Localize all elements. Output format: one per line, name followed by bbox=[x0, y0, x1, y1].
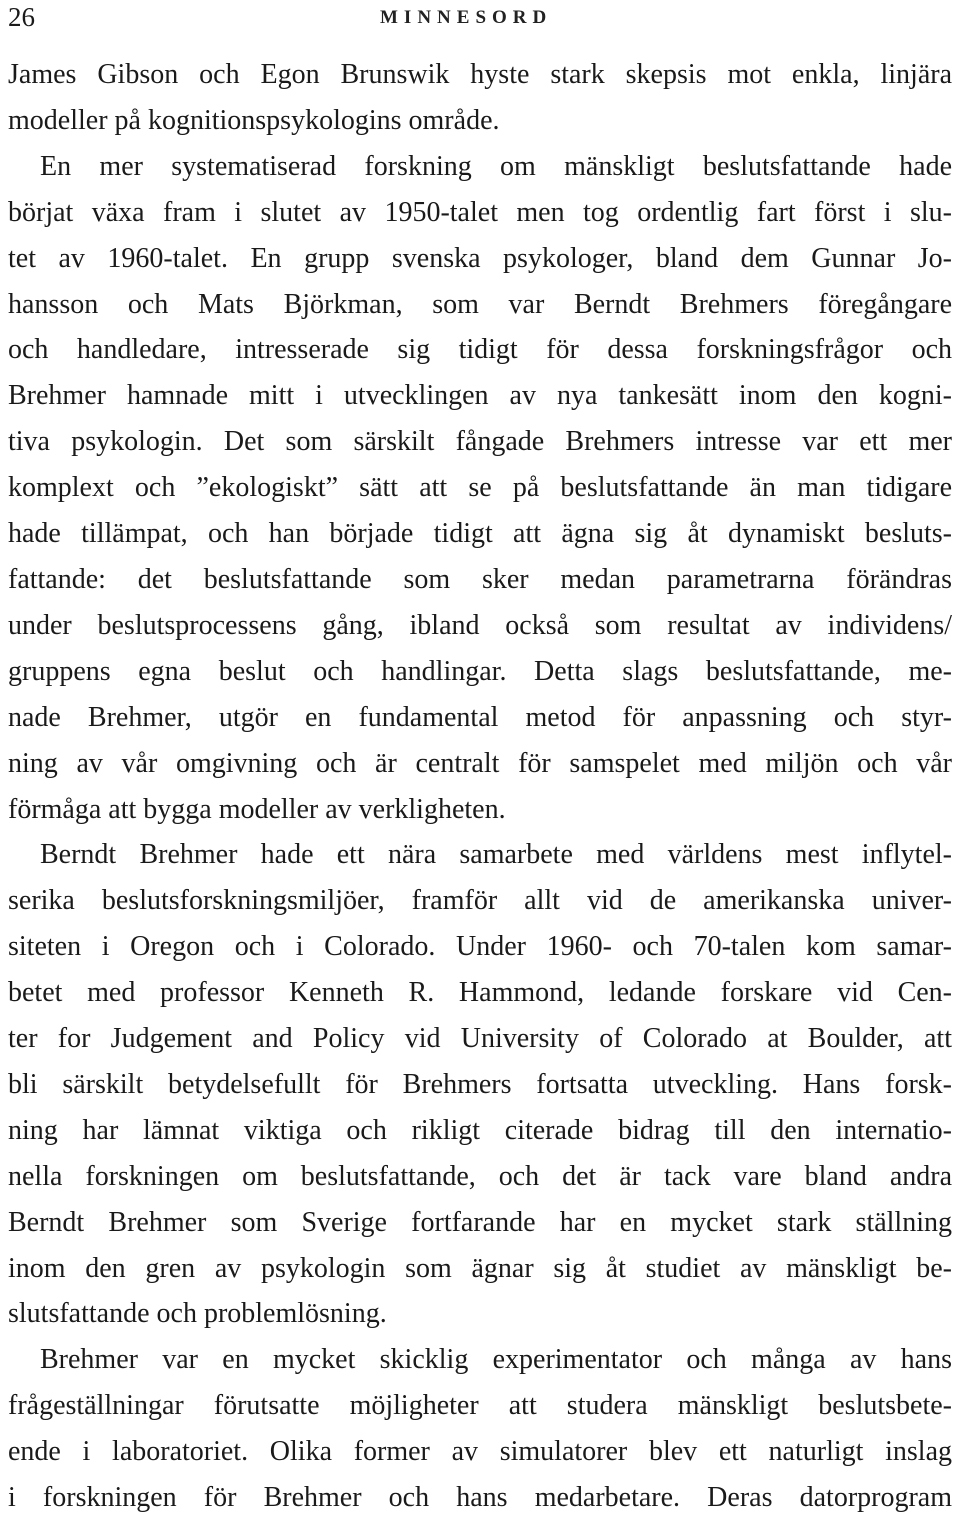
text-line: modeller på kognitionspsykologins område. bbox=[8, 104, 500, 136]
running-head bbox=[8, 0, 952, 34]
text-line: inom den gren av psykologin som ägnar sig åt studiet av mänskligt be- bbox=[8, 1252, 952, 1284]
text-line: komplext och ”ekologiskt” sätt att se på beslutsfattande än man tidigare bbox=[8, 472, 952, 504]
text-line: tet av 1960-talet. En grupp svenska psykologer, bland dem Gunnar Jo- bbox=[8, 242, 952, 274]
text-line: börjat växa fram i slutet av 1950-talet men tog ordentlig fart först i slu- bbox=[8, 196, 952, 228]
text-line: hansson och Mats Björkman, som var Berndt Brehmers föregångare bbox=[8, 288, 952, 320]
text-line: ning har lämnat viktiga och rikligt citerade bidrag till den internatio- bbox=[8, 1114, 952, 1146]
text-line: betet med professor Kenneth R. Hammond, ledande forskare vid Cen- bbox=[8, 977, 952, 1009]
text-line: fattande: det beslutsfattande som sker medan parametrarna förändras bbox=[8, 563, 952, 595]
text-line: Brehmer hamnade mitt i utvecklingen av nya tankesätt inom den kogni- bbox=[8, 380, 952, 412]
text-line: och handledare, intresserade sig tidigt för dessa forskningsfrågor och bbox=[8, 334, 952, 366]
text-line: Berndt Brehmer hade ett nära samarbete med världens mest inflytel- bbox=[40, 839, 952, 871]
text-line: En mer systematiserad forskning om mänskligt beslutsfattande hade bbox=[40, 150, 952, 182]
text-line: ning av vår omgivning och är centralt för samspelet med miljön och vår bbox=[8, 747, 952, 779]
text-line: serika beslutsforskningsmiljöer, framför allt vid de amerikanska univer- bbox=[8, 885, 952, 917]
text-line: hade tillämpat, och han började tidigt att ägna sig åt dynamiskt besluts- bbox=[8, 518, 952, 550]
text-line: ter for Judgement and Policy vid University of Colorado at Boulder, att bbox=[8, 1023, 952, 1055]
text-line: bli särskilt betydelsefullt för Brehmers fortsatta utveckling. Hans forsk- bbox=[8, 1068, 952, 1100]
text-line: nella forskningen om beslutsfattande, och det är tack vare bland andra bbox=[8, 1160, 952, 1192]
body-text bbox=[8, 52, 952, 1521]
page-number: 26 bbox=[8, 2, 35, 32]
paragraph bbox=[8, 144, 952, 833]
text-line: förmåga att bygga modeller av verkligheten. bbox=[8, 793, 506, 825]
text-line: Brehmer var en mycket skicklig experimentator och många av hans bbox=[40, 1344, 952, 1376]
paragraph bbox=[8, 52, 952, 144]
text-line: James Gibson och Egon Brunswik hyste stark skepsis mot enkla, linjära bbox=[8, 59, 952, 90]
text-line: tiva psykologin. Det som särskilt fångade Brehmers intresse var ett mer bbox=[8, 426, 952, 458]
paragraph bbox=[8, 832, 952, 1337]
paragraph bbox=[8, 1337, 952, 1521]
book-page bbox=[8, 0, 952, 1521]
text-line: nade Brehmer, utgör en fundamental metod för anpassning och styr- bbox=[8, 701, 952, 733]
text-line: siteten i Oregon och i Colorado. Under 1960- och 70-talen kom samar- bbox=[8, 931, 952, 963]
text-line: i forskningen för Brehmer och hans medarbetare. Deras datorprogram bbox=[8, 1482, 952, 1514]
text-line: slutsfattande och problemlösning. bbox=[8, 1298, 387, 1330]
text-line: gruppens egna beslut och handlingar. Detta slags beslutsfattande, me- bbox=[8, 655, 952, 687]
text-line: ende i laboratoriet. Olika former av simulatorer blev ett naturligt inslag bbox=[8, 1436, 952, 1468]
text-line: Berndt Brehmer som Sverige fortfarande har en mycket stark ställning bbox=[8, 1206, 952, 1238]
text-line: under beslutsprocessens gång, ibland också som resultat av individens/ bbox=[8, 609, 952, 641]
text-line: frågeställningar förutsatte möjligheter att studera mänskligt beslutsbete- bbox=[8, 1390, 952, 1422]
section-title: MINNESORD bbox=[380, 7, 553, 28]
